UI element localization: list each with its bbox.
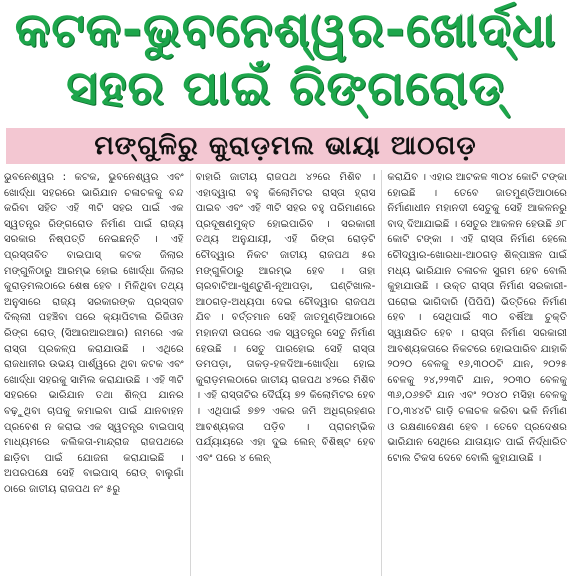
column-2-text: ବାହାରି ଜାତୀୟ ରାଜପଥ ୪୨ରେ ମିଶିବ । ଏହାଦ୍ୱାରା ବହୁ କିଲୋମିଟର ରାସ୍ତା ହ୍ରାସ ପାଇବ ଏବଂ ଏହି ୩ଟି ସହର ବହୁ ପରିମାଣରେ ପ୍ରଦୂଷଣମୁକ୍ତ ହୋଇପାରିବ । ସରକାରୀ ତଥ୍ୟ ଅନୁଯାୟୀ, ଏହି ରିଙ୍ଗ ରୋଡ଼ଟି ଚୌଦ୍ୱାର ନିକଟ ଜାତୀୟ ରାଜପଥ ୫ର ମଙ୍ଗୁଳିଠାରୁ ଆରମ୍ଭ ହେବ । ତାହା ଚାରବାଟିଆ-ଖୁଣ୍ଟୁଣି-ନୂଆପଡ଼ା, ଘଣ୍ଟିଖାଲ-ଆଠଗଡ଼-ଅଧ୍ୟପା ଦେଇ ଚୌଦ୍ୱାର ରାଜପଥ ଯିବ । ବର୍ତ୍ତମାନ ସେହି ଜାତମୁଣ୍ଡିଆଠାରେ ମହାନଦୀ ଉପରେ ଏକ ସ୍ୱତନ୍ତ୍ର ସେତୁ ନିର୍ମାଣ ହେଉଛି । ସେତୁ ପାରହୋଇ ସେହି ରାସ୍ତା ଡମପଡ଼ା, ତାକଡ଼-ହଳଦିଆ-ଖୋର୍ଦ୍ଧା ହୋଇ କୁରାଡ଼ମଲଠାରେ ଜାତୀୟ ରାଜପଥ ୪୨ରେ ମିଶିବ । ଏହି ରାସ୍ତାଟିର ଦୈର୍ଘ୍ୟ ୭୨ କିଲୋମିଟର ହେବ । ଏଥିପାଇଁ ୭୭୨ ଏକର ଜମି ଅଧିଗ୍ରହଣର ଆବଶ୍ୟକତା ପଡ଼ିବ । ପ୍ରାରମ୍ଭିକ ପର୍ଯ୍ୟାୟରେ ଏହା ଦୁଇ ଲେନ୍ ବିଶିଷ୍ଟ ହେବ ଏବଂ ପରେ ୪ ଲେନ୍	[195, 172, 376, 464]
subheadline-banner	[6, 128, 565, 164]
article-body	[2, 168, 569, 576]
subheadline: ମଙ୍ଗୁଳିରୁ କୁରାଡ଼ମଲ ଭାୟା ଆଠଗଡ଼	[94, 130, 477, 161]
column-3-text: କରାଯିବ । ଏହାର ଆଟକଳ ୩୦୪ କୋଟି ଟଙ୍କା ହୋଇଛି । ତେବେ ଜାତମୁଣ୍ଡିଆଠାରେ ନିର୍ମାଣାଧୀନ ମହାନଦୀ ସେତୁକୁ ସେହି ଆକଳନରୁ ବାଦ୍ ଦିଆଯାଇଛି । ସେତୁର ଆକଳନ ହେଉଛି ୬୮ କୋଟି ଟଙ୍କା । ଏହି ରାସ୍ତା ନିର୍ମାଣ ହେଲେ ଚୌଦ୍ୱାର-ଖୋରଧା-ଆଠଗଡ଼ ଶିଳ୍ପାଞ୍ଚଳ ପାଇଁ ମଧ୍ୟ ଭାରିଯାନ ଚଳାଚଳ ସୁଗମ ହେବ ବୋଲି କୁହାଯାଉଛି । ଉକ୍ତ ରାସ୍ତା ନିର୍ମାଣ ସରକାରୀ-ଘରୋଇ ଭାଗିଦାରି (ପିପିପି) ଭିତ୍ତିରେ ନିର୍ମାଣ ହେବ । ସେଥିପାଇଁ ୩୦ ବର୍ଷିଆ ଚୁକ୍ତି ସ୍ୱାକ୍ଷରିତ ହେବ । ରାସ୍ତା ନିର୍ମାଣ ସରକାରୀ ଆବଶ୍ୟକତାରେ ନିକଟରେ ହୋଇପାରିବ ଯାହାକି ୨୦୨୦ ବେଳକୁ ୧୬,୩୦୦ଟି ଯାନ, ୨୦୨୫ ବେଳକୁ ୨୪,୨୨୩ଟି ଯାନ, ୨୦୩୦ ବେଳକୁ ୩୬,୦୬୭ଟି ଯାନ ଏବଂ ୨୦୪୦ ମସିହା ବେଳକୁ ୮୦,୩୪୪ଟି ଗାଡ଼ି ଚଳାଚଳ କରିବା ଭଳି ନିର୍ମାଣ ଓ ରକ୍ଷଣାବେକ୍ଷଣ ହେବ । ତେବେ ପ୍ରଦେଶର ଭାରିଯାନ ସେଥିରେ ଯାତାୟାତ ପାଇଁ ନିର୍ଦ୍ଧାରିତ ଟୋଲ ଟିକସ ଦେବେ ବୋଲି କୁହାଯାଉଛି ।	[387, 172, 568, 464]
article-column-2	[190, 170, 376, 576]
headline-line-2: ସହର ପାଇଁ ରିଙ୍ଗରୋଡ୍	[66, 60, 505, 116]
column-1-text: ଭୁବନେଶ୍ୱର : କଟକ, ଭୁବନେଶ୍ୱର ଏବଂ ଖୋର୍ଦ୍ଧା ସହରରେ ଭାରିଯାନ ଚଳାଚଳକୁ ବନ୍ଦ କରିବା ସହିତ ଏହି ୩ଟି ସହର ପାଇଁ ଏକ ସ୍ୱତନ୍ତ୍ର ରିଙ୍ଗରୋଡ ନିର୍ମାଣ ପାଇଁ ରାଜ୍ୟ ସରକାର ନିଷ୍ପତ୍ତି ନେଇଛନ୍ତି । ଏହି ପ୍ରସ୍ତାବିତ ବାଇପାସ୍ କଟକ ଜିଲାର ମଙ୍ଗୁଳିଠାରୁ ଆରମ୍ଭ ହୋଇ ଖୋର୍ଦ୍ଧା ଜିଲାର କୁରାଡ଼ମଲଠାରେ ଶେଷ ହେବ । ମିଳିଥିବା ତଥ୍ୟ ଅନୁସାରେ ରାଜ୍ୟ ସରକାରଙ୍କ ପ୍ରସ୍ତାବ ଦିଲ୍ଲୀ ପହଞ୍ଚିବା ପରେ କ୍ୟାପିଟାଲ ରିଜିଓନ ରିଙ୍ଗ ରୋଡ୍ (ସିଆରଆରଆର) ନାମରେ ଏକ ରାସ୍ତା ପ୍ରକଳ୍ପ କରାଯାଉଛି । ଏଥିରେ ରାଜଧାନୀର ଉଭୟ ପାର୍ଶ୍ୱରେ ଥିବା କଟକ ଏବଂ ଖୋର୍ଦ୍ଧା ସହରକୁ ସାମିଲ କରାଯାଉଛି । ଏହି ୩ଟି ସହରରେ ଭାରିଯାନ ତଥା ଶିଳ୍ପ ଯାନର ବଢ଼ୁଥିବା ଚାପକୁ କମାଇବା ପାଇଁ ଯାନବାହନ ପ୍ରବେଶ ନ କରାଇ ଏକ ସ୍ୱତନ୍ତ୍ର ବାଇପାସ୍ ମାଧ୍ୟମରେ କଲିକତା-ମାନ୍ଦ୍ରାଜ ରାଜପଥରେ ଛାଡ଼ିବା ପାଇଁ ଯୋଜନା କରାଯାଇଛି । ଅପରପକ୍ଷେ ସେହି ବାଇପାସ୍ ରୋଡ୍ ବାଲୁଗାଁ ଠାରେ ଜାତୀୟ ରାଜପଥ ନଂ ୫ରୁ	[4, 172, 184, 495]
article-column-1	[4, 170, 184, 576]
headline	[2, 2, 569, 122]
article-column-3	[381, 170, 567, 576]
headline-line-1: କଟକ-ଭୁବନେଶ୍ୱର-ଖୋର୍ଦ୍ଧା	[14, 2, 557, 58]
